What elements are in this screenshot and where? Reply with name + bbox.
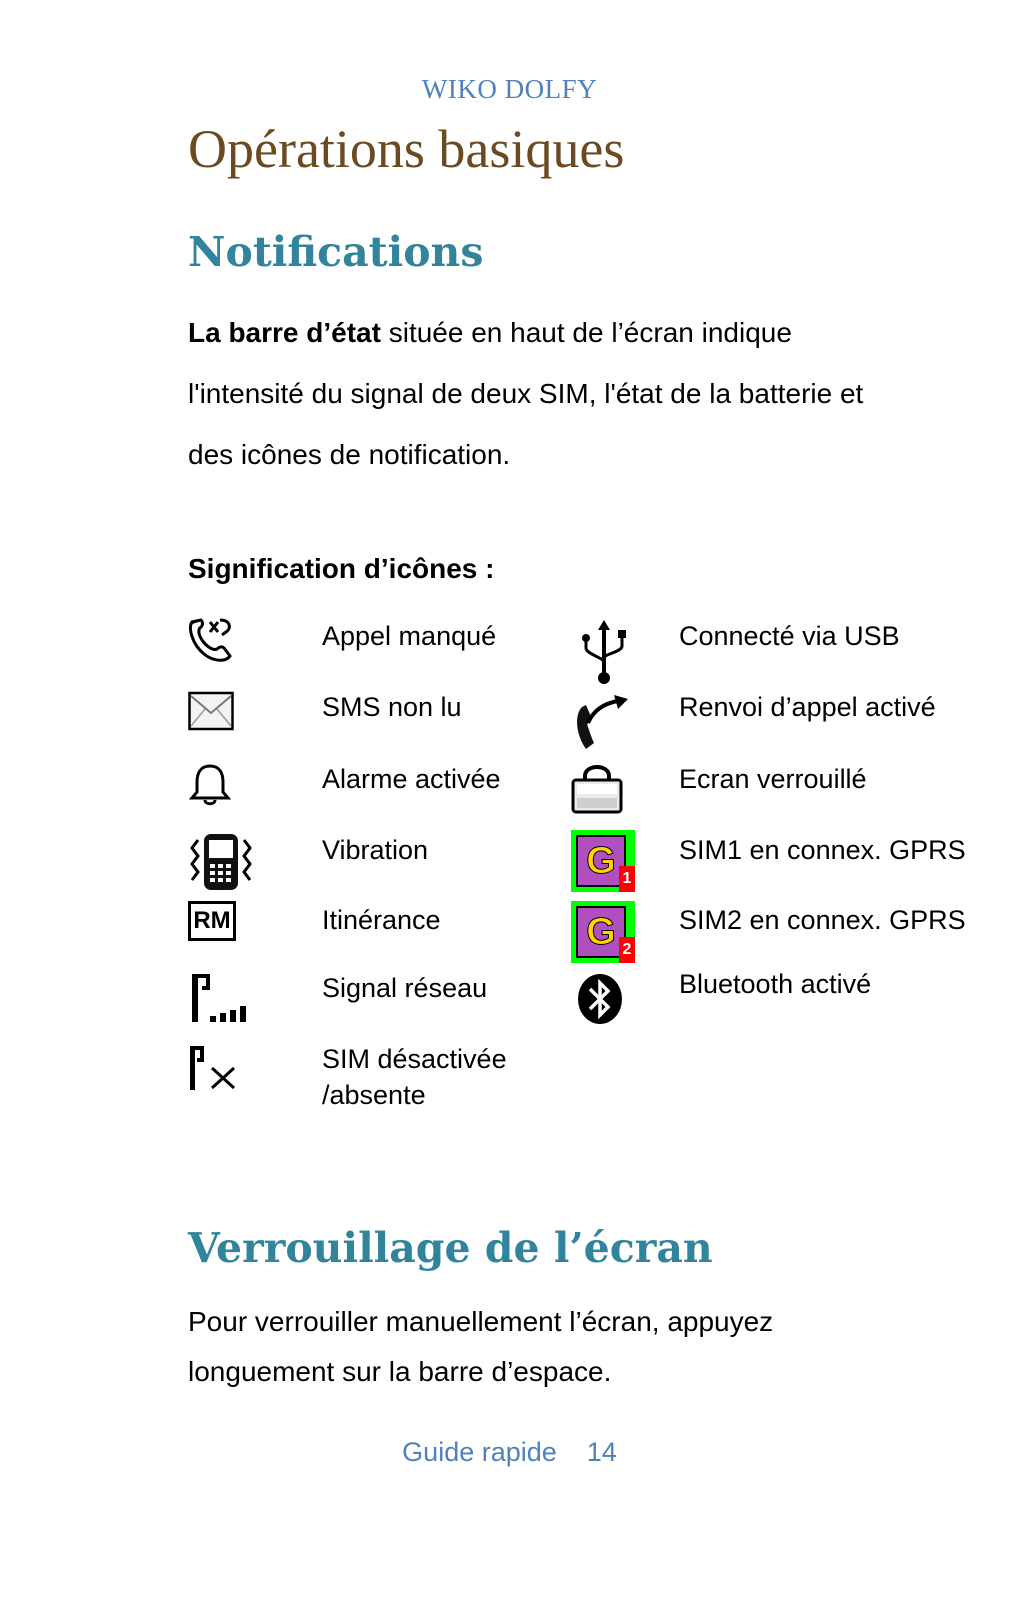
gprs-sim1-sub: 1 xyxy=(619,866,635,892)
running-header: WIKO DOLFY xyxy=(421,74,598,104)
intro-bold: La barre d’état xyxy=(188,317,381,348)
call-forward-icon xyxy=(570,693,634,757)
lock-paragraph: Pour verrouiller manuellement l’écran, appuyez longuement sur la barre d’espace. xyxy=(188,1306,774,1387)
lock-text xyxy=(188,1297,888,1397)
label-vibration: Vibration xyxy=(322,835,429,865)
label-bluetooth: Bluetooth activé xyxy=(679,969,872,999)
label-gprs-sim1: SIM1 en connex. GPRS xyxy=(679,835,966,865)
label-no-sim xyxy=(322,1041,507,1113)
notifications-heading: Notifications xyxy=(188,228,484,276)
label-no-sim-line1: SIM désactivée xyxy=(322,1044,507,1074)
vibrating-phone-icon xyxy=(186,830,256,894)
label-alarm: Alarme activée xyxy=(322,764,501,794)
page-number: 14 xyxy=(586,1437,617,1467)
gprs-sim1-icon xyxy=(571,830,635,892)
bluetooth-icon xyxy=(576,972,624,1026)
padlock-icon xyxy=(570,760,624,814)
envelope-icon xyxy=(188,691,234,731)
label-missed-call: Appel manqué xyxy=(322,621,497,651)
signal-icon xyxy=(188,970,248,1026)
footer xyxy=(0,1437,1019,1468)
label-roaming: Itinérance xyxy=(322,905,441,935)
gprs-sim2-letter: G xyxy=(576,906,626,958)
label-gprs-sim2: SIM2 en connex. GPRS xyxy=(679,905,966,935)
page-title: Opérations basiques xyxy=(188,119,625,179)
bell-icon xyxy=(188,762,232,806)
label-usb: Connecté via USB xyxy=(679,621,900,651)
missed-call-icon xyxy=(186,614,236,664)
intro-rest: située en haut de l’écran indique l'intensité du signal de deux SIM, l'état de la batterie et des icônes de notification. xyxy=(188,317,864,470)
gprs-sim1-letter: G xyxy=(576,835,626,887)
label-sms: SMS non lu xyxy=(322,692,462,722)
usb-icon xyxy=(580,616,628,686)
label-call-forward: Renvoi d’appel activé xyxy=(679,692,936,722)
gprs-sim2-sub: 2 xyxy=(619,937,635,963)
label-signal: Signal réseau xyxy=(322,973,488,1003)
label-no-sim-line2: /absente xyxy=(322,1080,426,1110)
gprs-sim2-icon xyxy=(571,901,635,963)
no-sim-icon xyxy=(188,1044,242,1094)
legend-title: Signification d’icônes : xyxy=(188,553,495,584)
lock-heading: Verrouillage de l’écran xyxy=(188,1224,713,1272)
label-padlock: Ecran verrouillé xyxy=(679,764,867,794)
notifications-intro xyxy=(188,302,888,485)
footer-label: Guide rapide xyxy=(402,1437,557,1467)
roaming-icon: RM xyxy=(188,901,236,941)
